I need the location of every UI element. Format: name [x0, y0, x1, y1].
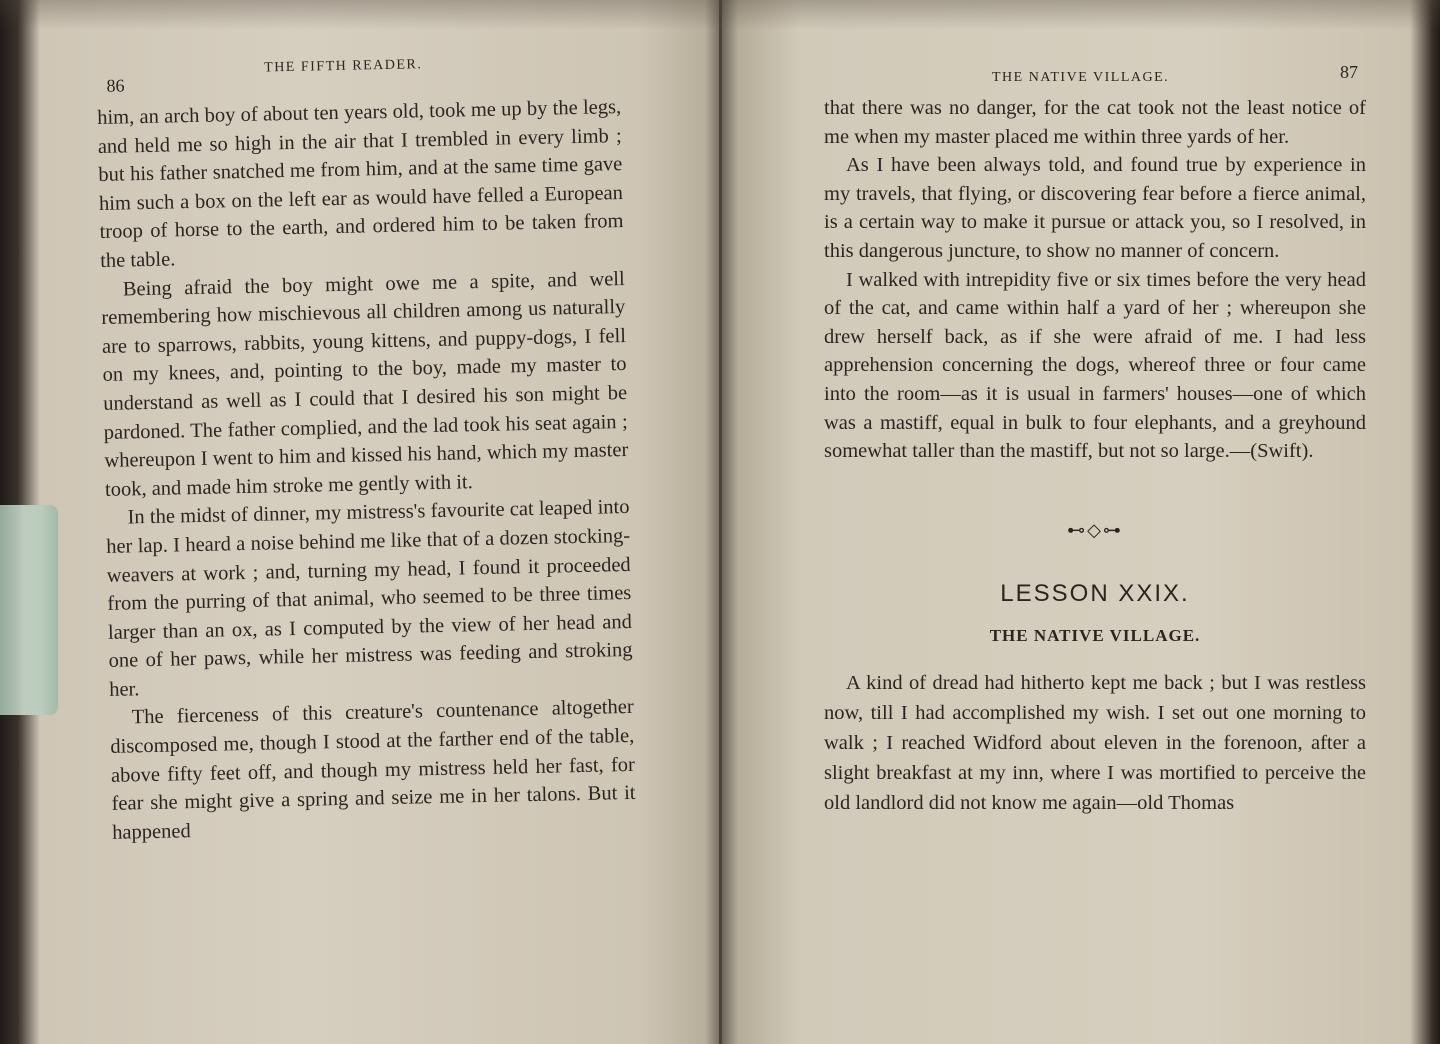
left-page-text — [97, 93, 636, 847]
left-running-head — [96, 49, 621, 96]
right-paragraph-1: that there was no danger, for the cat took not the least notice of me when my master placed me within three yards of her. — [824, 97, 1366, 148]
left-running-head-title: THE FIFTH READER. — [264, 57, 423, 76]
section-ornament: ⊷◇⊶ — [1067, 519, 1123, 540]
right-page-number: 87 — [1340, 62, 1358, 82]
right-paragraph-2: As I have been always told, and found true by experience in my travels, that flying, or discovering fear before a fierce animal, is a certain way to make it pursue or attack you, so I resolved, in this dangerous juncture, to show no manner of concern. — [824, 154, 1366, 262]
left-page-number: 86 — [106, 75, 125, 96]
left-page — [96, 49, 636, 847]
right-paragraph-3: I walked with intrepidity five or six times before the very head of the cat, and came within half a yard of her ; whereupon she drew herself back, as if she were afraid of me. I had less apprehension concerning the dogs, whereof three or four came into the room—as it is usual in farmers' houses—one of which was a mastiff, equal in bulk to four elephants, and a greyhound somewhat taller than the mastiff, but not so large.—(Swift). — [824, 268, 1366, 463]
right-running-head-title: THE NATIVE VILLAGE. — [992, 70, 1170, 85]
lesson-body — [824, 668, 1366, 818]
left-paragraph-4: The fierceness of this creature's countenance altogether discomposed me, though I stood at the farther end of the table, above fifty feet off, and though my mistress held her fast, for fear she might give a spring and seize me in her talons. But it happened — [110, 696, 636, 844]
left-paragraph-2: Being afraid the boy might owe me a spite, and well remembering how mischievous all children among us naturally are to sparrows, rabbits, young kittens, and puppy-dogs, I fell on my knees, and, pointing to the boy, made my master to understand as well as I could that I desired his son might be pardoned. The father complied, and the lad took his seat again ; whereupon I went to him and kissed his hand, which my master took, and made him stroke me gently with it. — [101, 267, 629, 501]
left-paragraph-1: him, an arch boy of about ten years old, took me up by the legs, and held me so high in the air that I trembled in every limb ; but his father snatched me from him, and at the same time gave him such a box on the left ear as would have felled a European troop of horse to the earth, and ordered him to be taken from the table. — [96, 96, 624, 272]
lesson-paragraph-1: A kind of dread had hitherto kept me back ; but I was restless now, till I had accomplished my wish. I set out one morning to walk ; I reached Widford about eleven in the forenoon, after a slight breakfast at my inn, where I was mortified to perceive the old landlord did not know me again—old Thomas — [824, 671, 1366, 814]
lesson-title: THE NATIVE VILLAGE. — [989, 625, 1201, 645]
lesson-heading: LESSON XXIX. — [1000, 579, 1190, 607]
left-paragraph-3: In the midst of dinner, my mistress's favourite cat leaped into her lap. I heard a noise behind me like that of a dozen stocking-weavers at work ; and, turning my head, I found it proceeded from the purring of that animal, who seemed to be three times larger than an ox, as I computed by the view of her head and one of her paws, while her mistress was feeding and stroking her. — [105, 496, 633, 701]
right-page — [824, 60, 1366, 818]
right-running-head — [824, 60, 1366, 90]
book-gutter — [719, 0, 722, 1044]
right-page-text — [824, 94, 1366, 466]
page-clip — [0, 505, 58, 715]
